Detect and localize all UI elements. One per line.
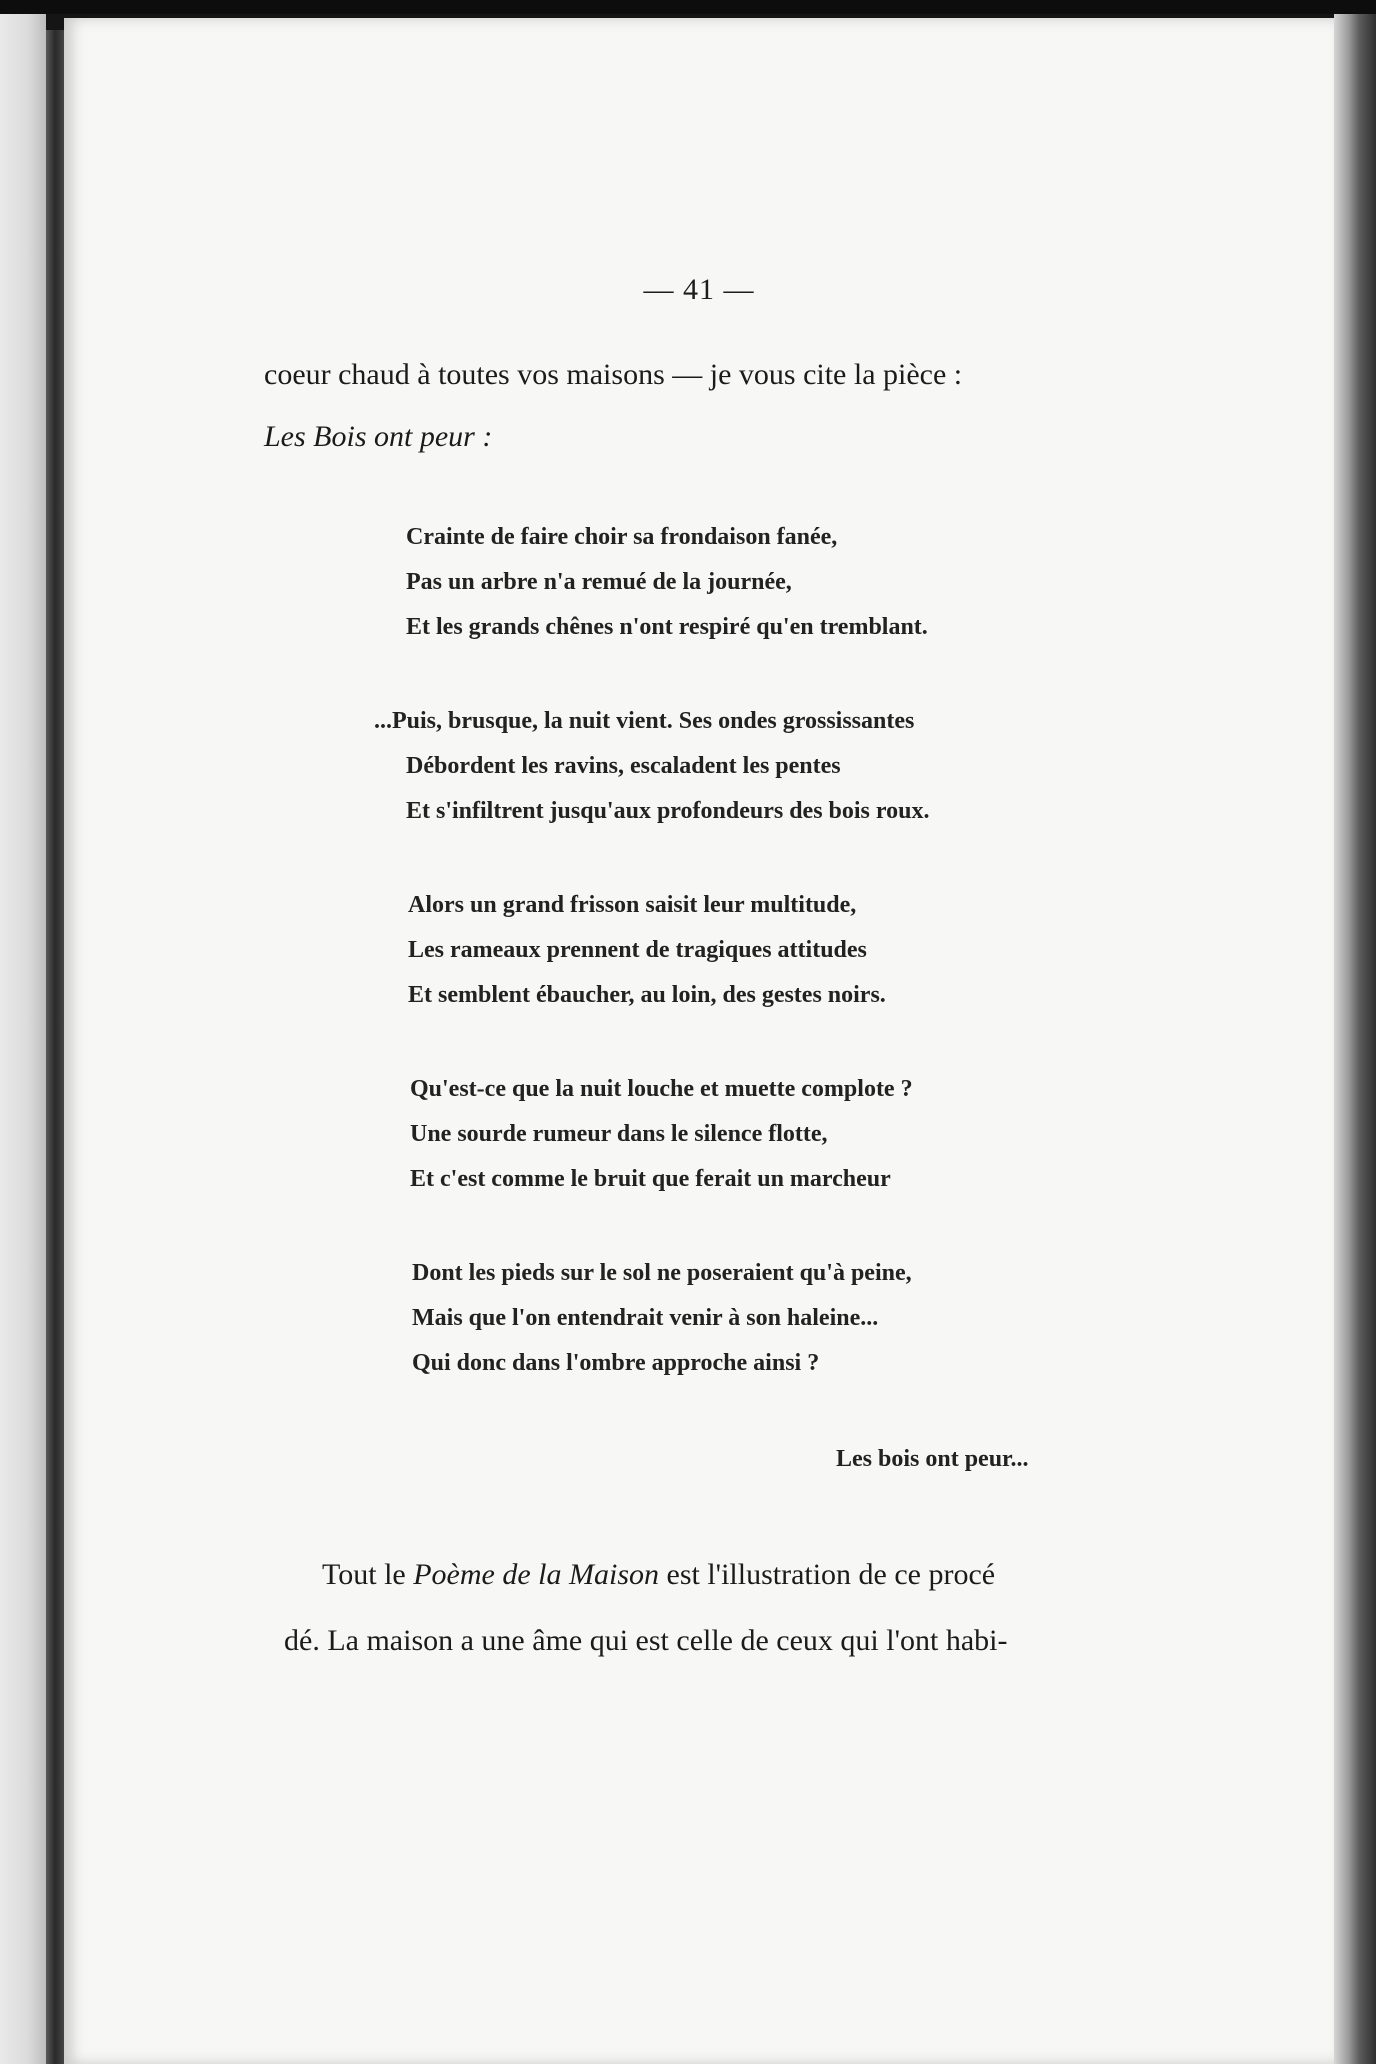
right-page-edge (1334, 14, 1376, 2064)
intro-line-2 (264, 420, 492, 454)
book-page (64, 18, 1334, 2064)
verse-line: Débordent les ravins, escaladent les pentes (406, 753, 841, 779)
outro-line-1-start: Tout le (322, 1558, 414, 1591)
intro-line-1: coeur chaud à toutes vos maisons — je vous cite la pièce : (264, 358, 963, 391)
page-number: — 41 — (643, 273, 755, 306)
verse-line: Qu'est-ce que la nuit louche et muette complote ? (410, 1076, 913, 1102)
verse-line: Et s'infiltrent jusqu'aux profondeurs des bois roux. (406, 798, 930, 824)
verse-line: Mais que l'on entendrait venir à son haleine... (412, 1305, 879, 1331)
verse-line: Les rameaux prennent de tragiques attitudes (408, 937, 867, 963)
verse-line: Et semblent ébaucher, au loin, des gestes noirs. (408, 982, 886, 1008)
verse-line: Dont les pieds sur le sol ne poseraient qu'à peine, (412, 1260, 912, 1286)
verse-line: ...Puis, brusque, la nuit vient. Ses ondes grossissantes (374, 708, 915, 734)
verse-line: Crainte de faire choir sa frondaison fanée, (406, 524, 838, 550)
verse-line: Une sourde rumeur dans le silence flotte, (410, 1121, 828, 1147)
verse-line: Pas un arbre n'a remué de la journée, (406, 569, 792, 595)
verse-line: Et les grands chênes n'ont respiré qu'en tremblant. (406, 614, 928, 640)
poem-title-inline: Les Bois ont peur : (264, 420, 493, 453)
outro-line-1 (322, 1558, 995, 1592)
verse-line: Alors un grand frisson saisit leur multitude, (408, 892, 857, 918)
outro-line-1-end: est l'illustration de ce procé (659, 1558, 996, 1591)
scan-top-shadow (0, 0, 1376, 14)
verse-line: Et c'est comme le bruit que ferait un marcheur (410, 1166, 891, 1192)
work-title-inline: Poème de la Maison (413, 1558, 659, 1591)
book-spine (46, 30, 64, 2064)
left-page-edge (0, 14, 46, 2064)
poem-closing-line: Les bois ont peur... (836, 1446, 1029, 1472)
outro-line-2: dé. La maison a une âme qui est celle de ceux qui l'ont habi- (284, 1624, 1008, 1657)
verse-line: Qui donc dans l'ombre approche ainsi ? (412, 1350, 820, 1376)
